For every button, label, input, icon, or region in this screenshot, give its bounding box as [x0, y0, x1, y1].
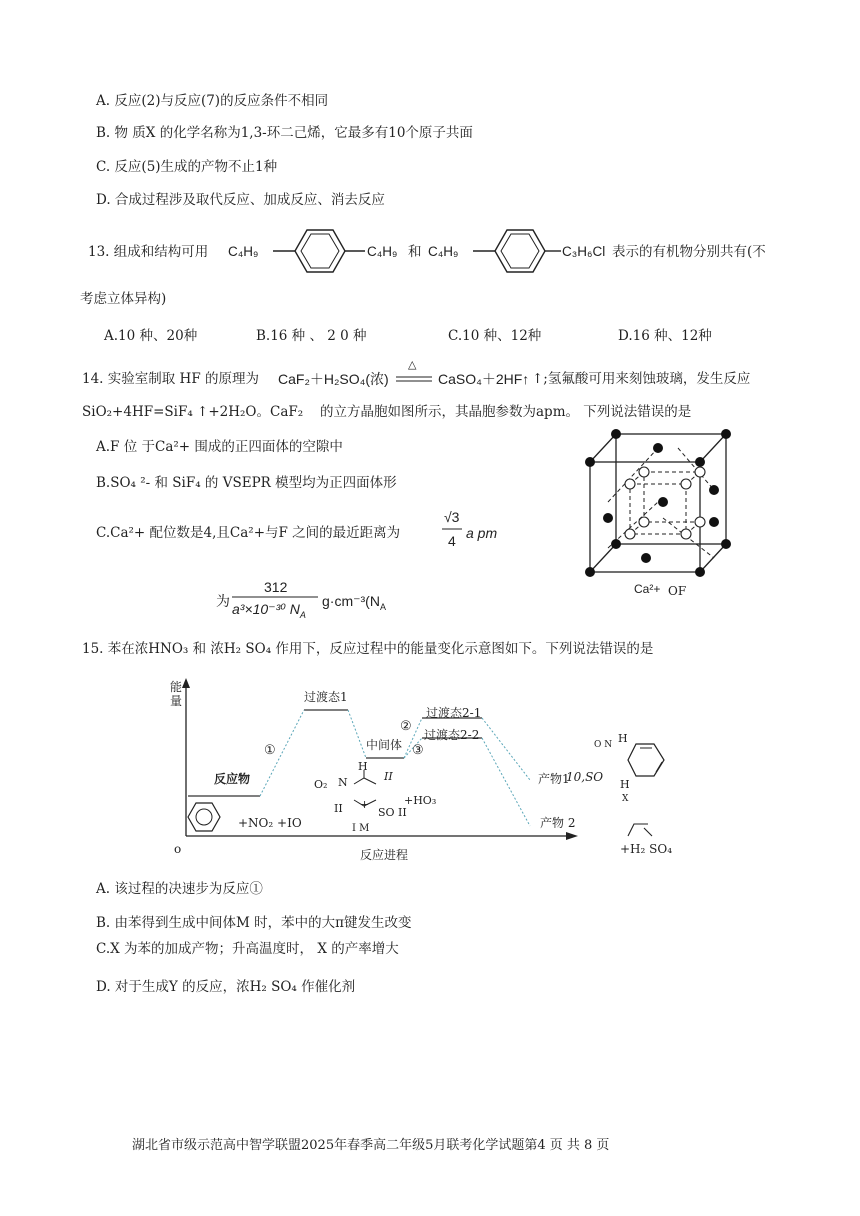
diagram-ylabel: 能 量	[170, 680, 183, 708]
q14-line2b: 的立方晶胞如图所示，其晶胞参数为apm。 下列说法错误的是	[320, 404, 692, 420]
reactant-benzene	[186, 800, 222, 834]
m-bottom: I M	[352, 823, 370, 834]
q15-option-a: A. 该过程的决速步为反应①	[96, 881, 263, 897]
q13-s1-right: C₄H₉	[367, 244, 398, 259]
q13-option-a: A.10 种、20种	[104, 328, 198, 344]
diagram-ts1: 过渡态1	[304, 690, 348, 704]
q14-option-a: A.F 位 于Ca²+ 围成的正四面体的空隙中	[96, 439, 343, 455]
legend-f: OF	[668, 584, 687, 598]
q14-line2a: SiO₂+4HF=SiF₄ ↑+2H₂O。CaF₂	[82, 404, 304, 420]
m-ii2: II	[334, 802, 343, 815]
q14-d-prefix: 为	[216, 593, 230, 609]
benzene-ring-1	[273, 230, 365, 272]
m-so: SO II	[378, 806, 407, 819]
q13-option-c: C.10 种、12种	[448, 328, 542, 344]
diagram-reactant: 反应物	[214, 772, 251, 786]
q12-option-d: D. 合成过程涉及取代反应、加成反应、消去反应	[96, 192, 385, 208]
m-ho3: +HO₃	[404, 794, 437, 807]
q14-c-fraction-bar	[442, 528, 464, 531]
ca-ions	[585, 429, 731, 577]
q14-eq-arrow	[396, 374, 436, 384]
diagram-step3: ③	[412, 743, 424, 758]
q13-option-d: D.16 种、12种	[618, 328, 712, 344]
q14-option-b: B.SO₄ ²- 和 SiF₄ 的 VSEPR 模型均为正四面体形	[96, 475, 397, 491]
m-h: H	[358, 760, 368, 773]
q14-c-denominator: 4	[448, 533, 456, 549]
diagram-ts21: 过渡态2-1	[426, 706, 482, 720]
diagram-step1: ①	[264, 743, 276, 758]
q13-s2-right: C₃H₆Cl	[562, 244, 606, 259]
q14-d-numerator: 312	[264, 579, 288, 595]
diagram-reagents: +NO₂ +IO	[238, 816, 302, 830]
m-n: N	[338, 776, 348, 789]
benzene-ring-2	[473, 230, 561, 272]
p2-label: 产物 2	[540, 816, 576, 830]
m-o2: O₂	[314, 778, 328, 791]
q14-eq-cond: △	[408, 358, 417, 371]
q14-suffix: ↑;氢氟酸可用来刻蚀玻璃，发生反应	[532, 371, 751, 387]
q14-option-c-prefix: C.Ca²+ 配位数是4,且Ca²+与F 之间的最近距离为	[96, 525, 401, 541]
p2-plus: +H₂ SO₄	[620, 842, 673, 856]
q12-option-b: B. 物 质X 的化学名称为1,3-环二己烯，它最多有10个原子共面	[96, 125, 473, 141]
q15-stem: 15. 苯在浓HNO₃ 和 浓H₂ SO₄ 作用下，反应过程中的能量变化示意图如下。下列说法错误的是	[82, 641, 654, 657]
q12-option-c: C. 反应(5)生成的产物不止1种	[96, 159, 278, 175]
q14-eq-right: CaSO₄＋2HF↑	[438, 371, 530, 387]
q15-option-c: C.X 为苯的加成产物；升高温度时， X 的产率增大	[96, 941, 399, 957]
q14-c-unit: a pm	[466, 525, 498, 541]
q14-d-unit: $g\cdot cm^{-3}(N_A$	[322, 593, 386, 612]
product1-ring	[626, 738, 672, 782]
q12-option-a: A. 反应(2)与反应(7)的反应条件不相同	[96, 93, 329, 109]
q15-option-b: B. 由苯得到生成中间体M 时，苯中的大π键发生改变	[96, 915, 412, 931]
q13-and: 和	[408, 244, 422, 260]
q13-prefix: 13. 组成和结构可用	[88, 244, 209, 260]
q14-d-denominator: a³×10⁻³⁰ $N_A$	[232, 601, 306, 620]
intermediate-ring	[340, 770, 400, 820]
p1-h2: H	[620, 778, 630, 791]
q14-eq-left: CaF₂＋H₂SO₄(浓)	[278, 371, 389, 387]
product2-ring	[626, 818, 660, 840]
p1-x: X	[622, 794, 629, 804]
diagram-origin: o	[174, 842, 182, 856]
q14-c-numerator: √3	[444, 509, 460, 525]
q13-line2: 考虑立体异构)	[80, 291, 167, 307]
m-ii: II	[384, 770, 393, 783]
q13-suffix: 表示的有机物分别共有(不	[612, 244, 766, 260]
diagram-ts22: 过渡态2-2	[424, 728, 480, 742]
page-footer: 湖北省市级示范高中智学联盟2025年春季高二年级5月联考化学试题第4 页 共 8 页	[132, 1138, 610, 1153]
q13-s2-left: C₄H₉	[428, 244, 459, 259]
q13-option-b: B.16 种 、 2 0 种	[256, 328, 367, 344]
p1-group: 10,SO	[566, 770, 604, 784]
q15-option-d: D. 对于生成Y 的反应，浓H₂ SO₄ 作催化剂	[96, 979, 356, 995]
caf2-unit-cell	[578, 418, 738, 588]
p1-on: O N	[594, 740, 613, 750]
q14-d-fraction-bar	[232, 596, 322, 599]
legend-ca: Ca²+	[634, 582, 661, 596]
diagram-step2: ②	[400, 719, 412, 734]
diagram-xlabel: 反应进程	[360, 848, 409, 862]
p1-label: 产物1	[538, 772, 570, 786]
q14-prefix: 14. 实验室制取 HF 的原理为	[82, 371, 259, 387]
p1-h: H	[618, 732, 628, 745]
m-plus: +	[360, 798, 370, 811]
q13-s1-left: C₄H₉	[228, 244, 259, 259]
diagram-intermediate: 中间体	[366, 738, 403, 752]
